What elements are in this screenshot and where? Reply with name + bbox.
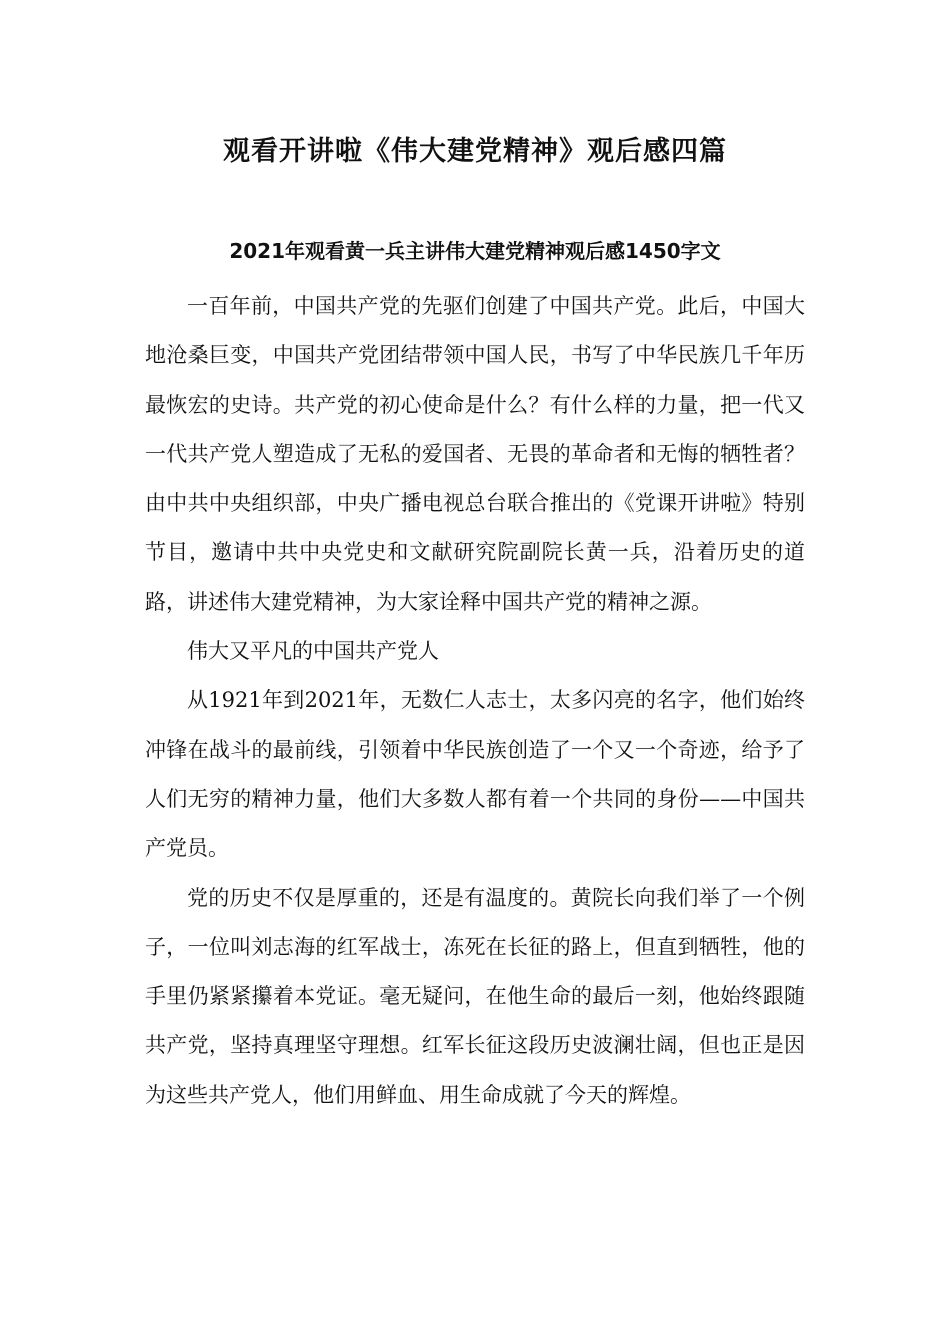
section-title: 2021年观看黄一兵主讲伟大建党精神观后感1450字文 <box>229 239 721 263</box>
paragraph-1: 一百年前，中国共产党的先驱们创建了中国共产党。此后，中国大地沧桑巨变，中国共产党团结带领中国人民，书写了中华民族几千年历最恢宏的史诗。共产党的初心使命是什么？有什么样的力量，把一代又一代共产党人塑造成了无私的爱国者、无畏的革命者和无悔的牺牲者？由中共中央组织部，中央广播电视总台联合推出的《党课开讲啦》特别节目，邀请中共中央党史和文献研究院副院长黄一兵，沿着历史的道路，讲述伟大建党精神，为大家诠释中国共产党的精神之源。 <box>145 294 805 614</box>
paragraph-3: 从1921年到2021年，无数仁人志士，太多闪亮的名字，他们始终冲锋在战斗的最前线，引领着中华民族创造了一个又一个奇迹，给予了人们无穷的精神力量，他们大多数人都有着一个共同的身份——中国共产党员。 <box>145 688 805 861</box>
paragraph-2: 伟大又平凡的中国共产党人 <box>187 639 439 664</box>
document-title: 观看开讲啦《伟大建党精神》观后感四篇 <box>223 136 727 167</box>
document-body <box>145 282 805 1120</box>
paragraph-4: 党的历史不仅是厚重的，还是有温度的。黄院长向我们举了一个例子，一位叫刘志海的红军战士，冻死在长征的路上，但直到牺牲，他的手里仍紧紧攥着本党证。毫无疑问，在他生命的最后一刻，他始终跟随共产党，坚持真理坚守理想。红军长征这段历史波澜壮阔，但也正是因为这些共产党人，他们用鲜血、用生命成就了今天的辉煌。 <box>145 885 805 1107</box>
